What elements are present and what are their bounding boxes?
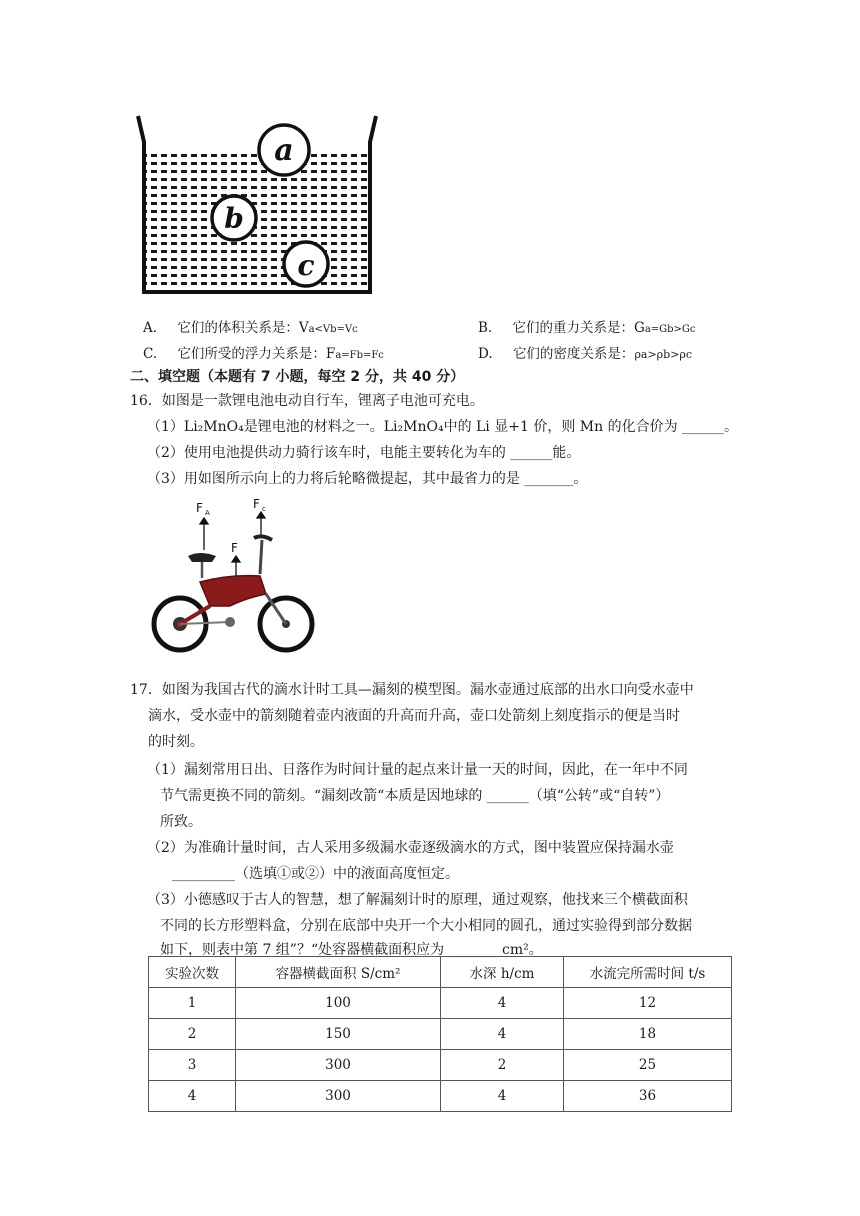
bicycle-figure — [150, 494, 320, 660]
option-letter: D. — [478, 346, 493, 362]
section-heading: 二、填空题（本题有 7 小题，每空 2 分，共 40 分） — [130, 369, 465, 385]
q16-stem: 16．如图是一款锂电池电动自行车，锂离子电池可充电。 — [130, 393, 484, 409]
table-cell: 300 — [236, 1050, 441, 1081]
option-formula: a=Gb>Gc — [644, 324, 696, 335]
ball-a-label: a — [274, 133, 294, 168]
option-text: 它们所受的浮力关系是：F — [177, 346, 336, 362]
table-cell: 4 — [441, 1081, 564, 1112]
option-d — [478, 342, 692, 362]
option-formula: a<Vb=Vc — [308, 324, 358, 335]
ball-b — [212, 196, 256, 240]
q16-part2: （2）使用电池提供动力骑行该车时，电能主要转化为车的 ______能。 — [147, 445, 581, 461]
column-header: 水深 h/cm — [441, 957, 564, 988]
option-text: 它们的重力关系是：G — [512, 320, 645, 336]
table-cell: 2 — [441, 1050, 564, 1081]
table-cell: 2 — [149, 1019, 236, 1050]
q17-stem-line-1: 17．如图为我国古代的滴水计时工具—漏刻的模型图。漏水壶通过底部的出水口向受水壶中 — [130, 682, 694, 698]
force-a-sub: A — [205, 509, 210, 517]
table-cell: 18 — [564, 1019, 732, 1050]
option-a — [143, 316, 358, 336]
q17-part3-line-3: 如下，则表中第 7 组”？“处容器横截面积应为 _______ cm²。 — [160, 942, 543, 958]
q17-part1-line-1: （1）漏刻常用日出、日落作为时间计量的起点来计量一天的时间，因此，在一年中不同 — [147, 762, 688, 778]
q17-part1-line-2: 节气需更换不同的箭刻。“漏刻改箭“本质是因地球的 ______（填“公转”或“自转”） — [160, 788, 670, 804]
ball-c — [284, 242, 328, 286]
table-cell: 300 — [236, 1081, 441, 1112]
table-cell: 4 — [149, 1081, 236, 1112]
table-row — [149, 1019, 732, 1050]
table-cell: 3 — [149, 1050, 236, 1081]
table-cell: 12 — [564, 988, 732, 1019]
q17-part2-line-1: （2）为准确计量时间，古人采用多级漏水壶逐级滴水的方式，图中装置应保持漏水壶 — [147, 840, 674, 856]
table-cell: 4 — [441, 988, 564, 1019]
q17-stem-line-3: 的时刻。 — [148, 734, 204, 750]
container-figure — [130, 112, 382, 298]
q17-part1-line-3: 所致。 — [160, 814, 202, 830]
ball-b-label: b — [224, 202, 244, 235]
ball-c-label: c — [297, 249, 315, 282]
table-cell: 150 — [236, 1019, 441, 1050]
q17-part2-line-2: _________（选填①或②）中的液面高度恒定。 — [172, 866, 459, 882]
q17-stem-line-2: 滴水，受水壶中的箭刻随着壶内液面的升高而升高，壶口处箭刻上刻度指示的便是当时 — [148, 708, 680, 724]
table-row — [149, 1050, 732, 1081]
option-letter: C. — [143, 346, 158, 362]
option-text: 它们的体积关系是：V — [177, 320, 309, 336]
column-header: 容器横截面积 S/cm² — [236, 957, 441, 988]
table-cell: 100 — [236, 988, 441, 1019]
table-row — [149, 1081, 732, 1112]
option-letter: B. — [478, 320, 493, 336]
force-label: F — [231, 541, 238, 555]
force-a-label: F — [196, 501, 203, 515]
option-c — [143, 342, 384, 362]
option-formula: a=Fb=Fc — [335, 350, 384, 361]
column-header: 实验次数 — [149, 957, 236, 988]
table-cell: 1 — [149, 988, 236, 1019]
q16-part1: （1）Li₂MnO₄是锂电池的材料之一。Li₂MnO₄中的 Li 显+1 价，则 Mn 的化合价为 ______。 — [147, 419, 739, 435]
option-b — [478, 316, 696, 336]
experiment-table — [148, 956, 732, 1112]
table-cell: 25 — [564, 1050, 732, 1081]
q17-part3-line-1: （3）小德感叹于古人的智慧，想了解漏刻计时的原理，通过观察，他找来三个横截面积 — [147, 892, 688, 908]
table-cell: 36 — [564, 1081, 732, 1112]
table-cell: 4 — [441, 1019, 564, 1050]
option-text: 它们的密度关系是： — [512, 346, 635, 362]
table-row — [149, 988, 732, 1019]
q16-part3: （3）用如图所示向上的力将后轮略微提起，其中最省力的是 _______。 — [147, 471, 588, 487]
option-letter: A. — [143, 320, 158, 336]
force-c-sub: c — [262, 505, 266, 513]
option-formula: ρa>ρb>ρc — [634, 348, 693, 361]
q17-part3-line-2: 不同的长方形塑料盒，分别在底部中央开一个大小相同的圆孔，通过实验得到部分数据 — [160, 918, 692, 934]
force-c-label: F — [253, 497, 260, 511]
column-header: 水流完所需时间 t/s — [564, 957, 732, 988]
table-header-row — [149, 957, 732, 988]
ball-a — [259, 125, 309, 175]
